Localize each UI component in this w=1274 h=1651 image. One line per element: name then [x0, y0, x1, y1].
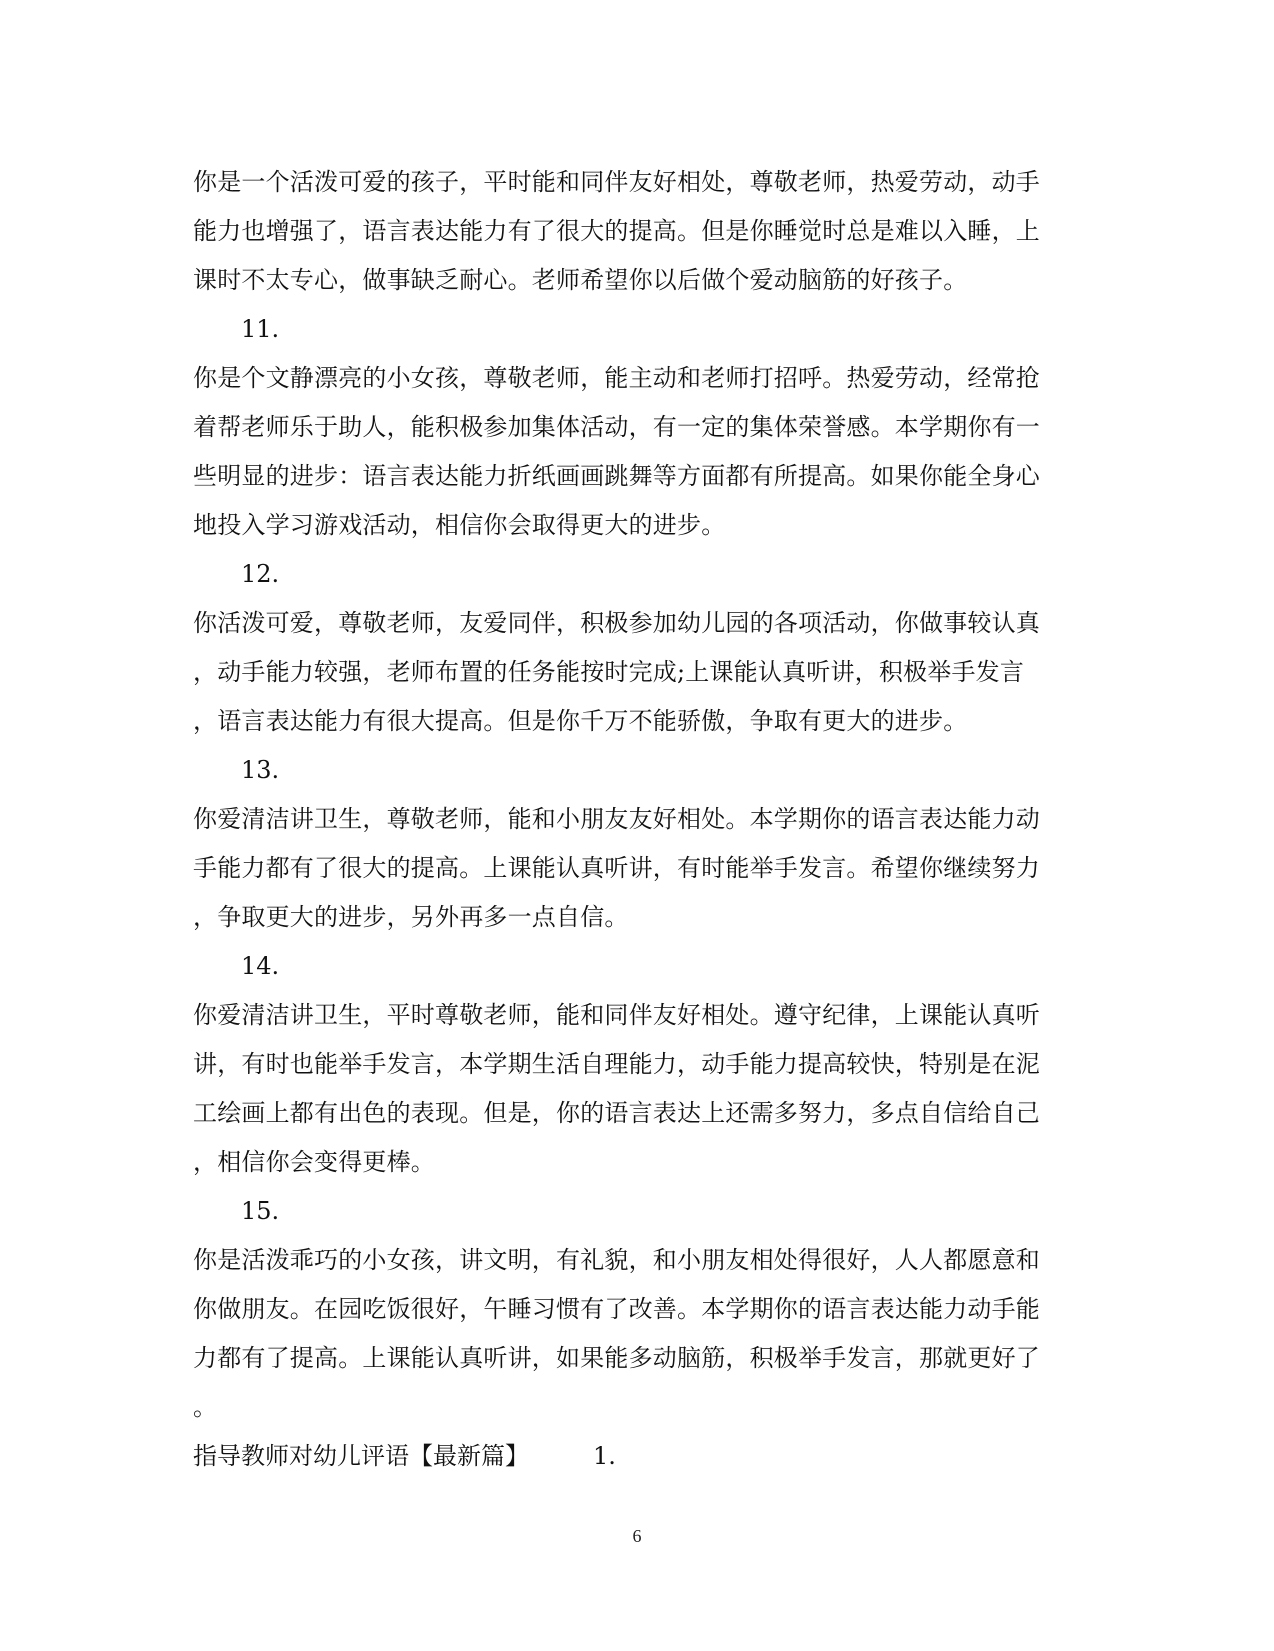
section-heading — [193, 1432, 1073, 1481]
comment-paragraph-12: 你活泼可爱，尊敬老师，友爱同伴，积极参加幼儿园的各项活动，你做事较认真 ，动手能力较强，老师布置的任务能按时完成;上课能认真听讲，积极举手发言 ，语言表达能力有很大提高。但是你千万不能骄傲，争取有更大的进步。 — [193, 609, 1040, 735]
comment-paragraph-15: 你是活泼乖巧的小女孩，讲文明，有礼貌，和小朋友相处得很好，人人都愿意和 你做朋友。在园吃饭很好，午睡习惯有了改善。本学期你的语言表达能力动手能 力都有了提高。上课能认真听讲，如果能多动脑筋，积极举手发言，那就更好了 。 — [193, 1246, 1040, 1421]
comment-number-11: 11. — [241, 315, 280, 343]
comment-number-13: 13. — [241, 756, 280, 784]
comment-number-14: 14. — [241, 952, 280, 980]
comment-paragraph-14: 你爱清洁讲卫生，平时尊敬老师，能和同伴友好相处。遵守纪律，上课能认真听 讲，有时也能举手发言，本学期生活自理能力，动手能力提高较快，特别是在泥 工绘画上都有出色的表现。但是，你的语言表达上还需多努力，多点自信给自己 ，相信你会变得更棒。 — [193, 1001, 1040, 1176]
page-number: 6 — [632, 1526, 642, 1546]
comment-number-12: 12. — [241, 560, 280, 588]
comment-paragraph-11: 你是个文静漂亮的小女孩，尊敬老师，能主动和老师打招呼。热爱劳动，经常抢 着帮老师乐于助人，能积极参加集体活动，有一定的集体荣誉感。本学期你有一 些明显的进步：语言表达能力折纸画画跳舞等方面都有所提高。如果你能全身心 地投入学习游戏活动，相信你会取得更大的进步。 — [193, 364, 1040, 539]
comment-number-15: 15. — [241, 1197, 280, 1225]
comment-paragraph-10: 你是一个活泼可爱的孩子，平时能和同伴友好相处，尊敬老师，热爱劳动，动手 能力也增强了，语言表达能力有了很大的提高。但是你睡觉时总是难以入睡，上 课时不太专心，做事缺乏耐心。老师希望你以后做个爱动脑筋的好孩子。 — [193, 168, 1040, 294]
document-body — [193, 158, 1073, 1481]
section-first-number: 1. — [593, 1442, 616, 1470]
comment-paragraph-13: 你爱清洁讲卫生，尊敬老师，能和小朋友友好相处。本学期你的语言表达能力动 手能力都有了很大的提高。上课能认真听讲，有时能举手发言。希望你继续努力 ，争取更大的进步，另外再多一点自信。 — [193, 805, 1040, 931]
section-heading-text: 指导教师对幼儿评语【最新篇】 — [193, 1442, 529, 1470]
